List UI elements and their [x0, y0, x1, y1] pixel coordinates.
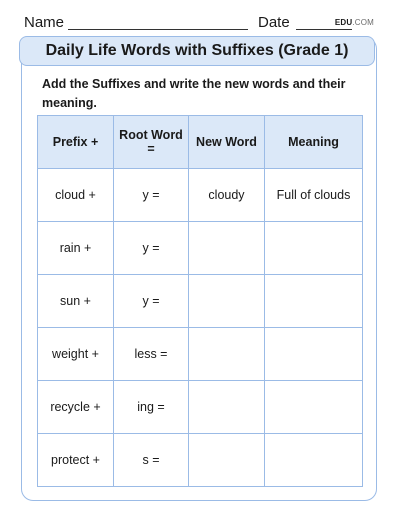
cell-prefix: weight +	[38, 328, 114, 381]
cell-meaning: Full of clouds	[265, 169, 363, 222]
cell-prefix: protect +	[38, 434, 114, 487]
cell-prefix: sun +	[38, 275, 114, 328]
worksheet-header	[24, 14, 380, 32]
cell-prefix: cloud +	[38, 169, 114, 222]
table-row	[38, 169, 363, 222]
table-row	[38, 434, 363, 487]
cell-root-word: y =	[114, 222, 189, 275]
date-label: Date	[258, 14, 290, 31]
header-meaning: Meaning	[265, 116, 363, 169]
cell-meaning[interactable]	[265, 328, 363, 381]
cell-new-word: cloudy	[189, 169, 265, 222]
cell-meaning[interactable]	[265, 434, 363, 487]
name-blank[interactable]	[68, 29, 248, 30]
date-blank[interactable]	[296, 29, 352, 30]
cell-root-word: ing =	[114, 381, 189, 434]
cell-root-word: y =	[114, 169, 189, 222]
cell-root-word: y =	[114, 275, 189, 328]
cell-meaning[interactable]	[265, 222, 363, 275]
cell-new-word[interactable]	[189, 434, 265, 487]
cell-new-word[interactable]	[189, 381, 265, 434]
cell-root-word: s =	[114, 434, 189, 487]
cell-prefix: recycle +	[38, 381, 114, 434]
table-row	[38, 222, 363, 275]
cell-meaning[interactable]	[265, 381, 363, 434]
header-prefix: Prefix +	[38, 116, 114, 169]
table-row	[38, 328, 363, 381]
cell-new-word[interactable]	[189, 275, 265, 328]
brand-logo: EDU.COM	[334, 18, 374, 27]
cell-new-word[interactable]	[189, 222, 265, 275]
instructions-line-1: Add the Suffixes and write the new words and their meaning.	[42, 77, 346, 110]
table-header-row	[38, 116, 363, 169]
cell-root-word: less =	[114, 328, 189, 381]
table-row	[38, 381, 363, 434]
cell-prefix: rain +	[38, 222, 114, 275]
table-row	[38, 275, 363, 328]
cell-new-word[interactable]	[189, 328, 265, 381]
name-label: Name	[24, 14, 65, 31]
worksheet-title: Daily Life Words with Suffixes (Grade 1)	[19, 36, 375, 66]
cell-meaning[interactable]	[265, 275, 363, 328]
suffix-table	[37, 115, 363, 487]
header-root-word: Root Word =	[114, 116, 189, 169]
header-new-word: New Word	[189, 116, 265, 169]
